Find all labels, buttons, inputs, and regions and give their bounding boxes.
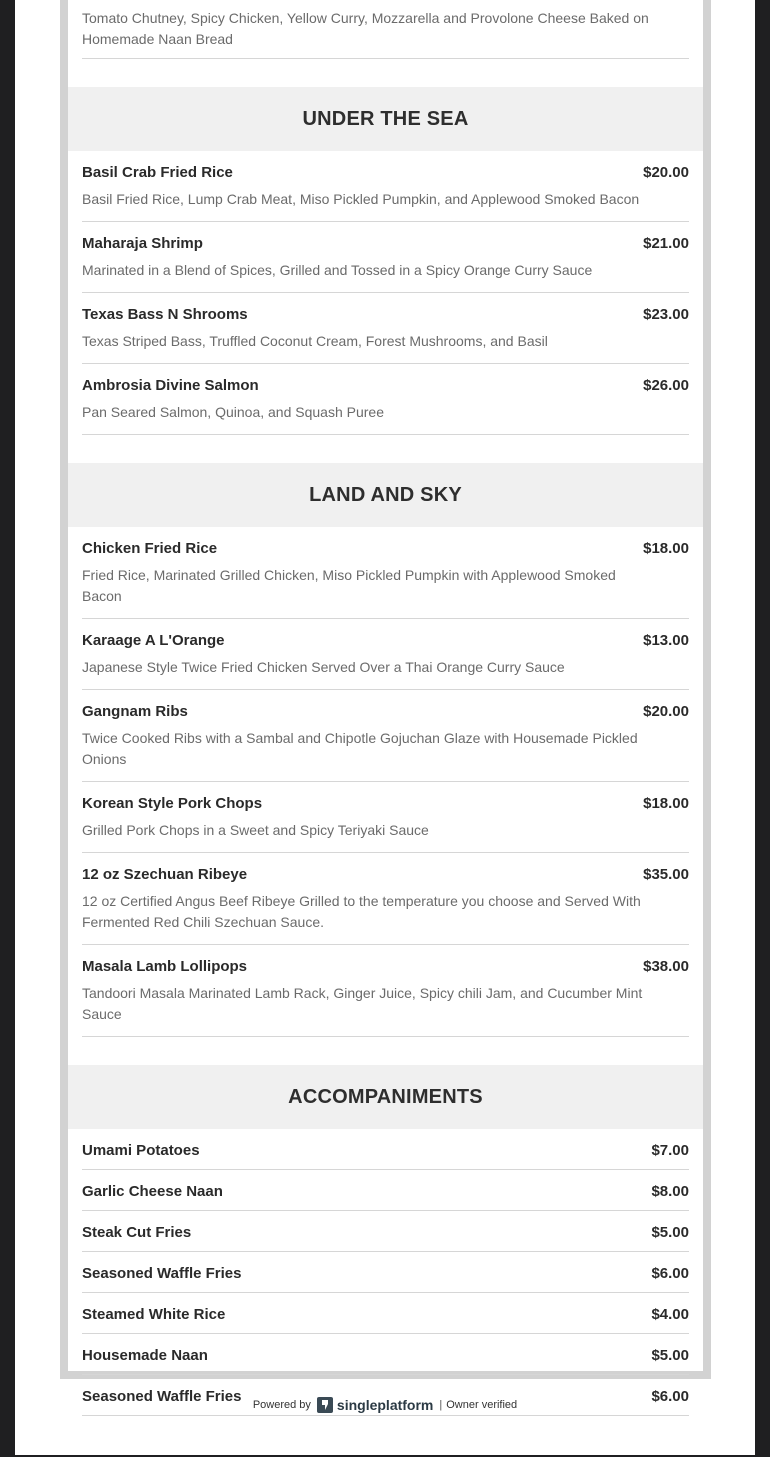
item-price: $6.00	[651, 1265, 689, 1282]
item-description: Pan Seared Salmon, Quinoa, and Squash Puree	[82, 404, 384, 420]
item-price: $18.00	[643, 795, 689, 812]
singleplatform-logo-icon	[317, 1397, 333, 1413]
powered-by-footer[interactable]	[15, 1394, 755, 1416]
item-name: Chicken Fried Rice	[82, 540, 218, 557]
item-description: 12 oz Certified Angus Beef Ribeye Grilled to the temperature you choose and Served With Fermented Red Chili Szechuan Sauce.	[82, 893, 641, 930]
item-name: Gangnam Ribs	[82, 703, 188, 720]
item-price: $6.00	[651, 1388, 689, 1405]
item-description: Twice Cooked Ribs with a Sambal and Chipotle Gojuchan Glaze with Housemade Pickled Onions	[82, 730, 638, 767]
item-name: Garlic Cheese Naan	[82, 1183, 223, 1200]
item-price: $7.00	[651, 1142, 689, 1159]
item-price: $18.00	[643, 540, 689, 557]
menu-item	[82, 945, 689, 1037]
section-header-under-the-sea: UNDER THE SEA	[68, 87, 703, 151]
item-price: $20.00	[643, 703, 689, 720]
item-name: 12 oz Szechuan Ribeye	[82, 866, 248, 883]
menu-item	[82, 1170, 689, 1211]
item-description: Japanese Style Twice Fried Chicken Served Over a Thai Orange Curry Sauce	[82, 659, 565, 675]
item-price: $4.00	[651, 1306, 689, 1323]
item-price: $21.00	[643, 235, 689, 252]
menu-item	[82, 222, 689, 293]
footer-separator: |	[439, 1399, 443, 1411]
menu-item	[82, 690, 689, 782]
item-price: $38.00	[643, 958, 689, 975]
item-name: Steak Cut Fries	[82, 1224, 192, 1241]
item-name: Umami Potatoes	[82, 1142, 200, 1159]
item-description: Fried Rice, Marinated Grilled Chicken, Miso Pickled Pumpkin with Applewood Smoked Bacon	[82, 567, 616, 604]
menu-item	[82, 364, 689, 435]
item-description: Marinated in a Blend of Spices, Grilled and Tossed in a Spicy Orange Curry Sauce	[82, 262, 593, 278]
section-header-accompaniments: ACCOMPANIMENTS	[68, 1065, 703, 1129]
menu-item	[82, 1129, 689, 1170]
page	[15, 0, 755, 1455]
item-name: Seasoned Waffle Fries	[82, 1388, 242, 1405]
menu-item	[82, 1211, 689, 1252]
item-price: $8.00	[651, 1183, 689, 1200]
menu-item	[82, 527, 689, 619]
powered-by-label: Powered by	[252, 1399, 311, 1411]
menu-item	[82, 782, 689, 853]
item-name: Maharaja Shrimp	[82, 235, 203, 252]
menu-item	[82, 1334, 689, 1375]
item-name: Seasoned Waffle Fries	[82, 1265, 242, 1282]
item-description: Tomato Chutney, Spicy Chicken, Yellow Curry, Mozzarella and Provolone Cheese Baked on Homemade Naan Bread	[82, 10, 649, 47]
item-name: Korean Style Pork Chops	[82, 795, 263, 812]
item-price: $23.00	[643, 306, 689, 323]
item-price: $13.00	[643, 632, 689, 649]
item-name: Basil Crab Fried Rice	[82, 164, 233, 181]
item-name: Steamed White Rice	[82, 1306, 226, 1323]
menu-item	[82, 293, 689, 364]
section-items-accompaniments	[68, 1129, 703, 1416]
item-description: Texas Striped Bass, Truffled Coconut Cream, Forest Mushrooms, and Basil	[82, 333, 548, 349]
item-name: Housemade Naan	[82, 1347, 208, 1364]
owner-verified-label: Owner verified	[446, 1399, 518, 1411]
item-price: $5.00	[651, 1347, 689, 1364]
menu-item	[82, 619, 689, 690]
menu-item	[82, 151, 689, 222]
brand-name: singleplatform	[336, 1397, 434, 1413]
section-header-land-and-sky: LAND AND SKY	[68, 463, 703, 527]
menu-item	[82, 853, 689, 945]
section-items-land-and-sky	[68, 527, 703, 1037]
item-price: $35.00	[643, 866, 689, 883]
item-price: $20.00	[643, 164, 689, 181]
item-name: Texas Bass N Shrooms	[82, 306, 248, 323]
menu-item-partial	[82, 0, 689, 59]
item-name: Ambrosia Divine Salmon	[82, 377, 259, 394]
item-price: $5.00	[651, 1224, 689, 1241]
item-name: Karaage A L'Orange	[82, 632, 225, 649]
menu-item	[82, 1293, 689, 1334]
item-price: $26.00	[643, 377, 689, 394]
item-description: Basil Fried Rice, Lump Crab Meat, Miso Pickled Pumpkin, and Applewood Smoked Bacon	[82, 191, 640, 207]
item-description: Tandoori Masala Marinated Lamb Rack, Ginger Juice, Spicy chili Jam, and Cucumber Mint Sauce	[82, 985, 643, 1022]
item-name: Masala Lamb Lollipops	[82, 958, 248, 975]
section-items-under-the-sea	[68, 151, 703, 435]
menu-item	[82, 1252, 689, 1293]
item-description: Grilled Pork Chops in a Sweet and Spicy Teriyaki Sauce	[82, 822, 429, 838]
